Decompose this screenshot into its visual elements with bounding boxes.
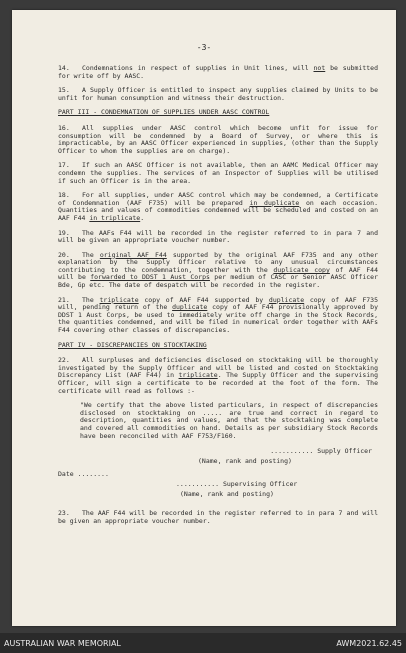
para-text: per medium of CASC or Senior AASC Officer Bde, Gp etc. The date of despatch will be recorded in the register. (58, 273, 378, 290)
footer-item-id: AWM2021.62.45 (336, 638, 402, 648)
para-text: The AAF F44 will be recorded in the register referred to in para 7 and will be given an appropriate voucher number. (58, 509, 378, 525)
para-text: The (82, 295, 100, 304)
heading-text: PART IV - DISCREPANCIES ON STOCKTAKING (58, 340, 207, 349)
para-underline: triplicate (99, 295, 139, 304)
para-text: A Supply Officer is entitled to inspect any supplies claimed by Units to be unfit for human consumption and witness their destruction. (58, 86, 378, 102)
paragraph-15 (58, 87, 378, 102)
para-number: 15. (58, 86, 70, 95)
supervising-officer-signature-line: ........... Supervising Officer (176, 479, 298, 488)
para-text: The AAFs F44 will be recorded in the register referred to in para 7 and will be given an appropriate voucher number. (58, 228, 378, 245)
para-text: All surpluses and deficiencies disclosed on stocktaking will be thoroughly investigated by the Supply Officer and will be listed and costed on Stocktaking Discrepancy List (AAF F44) in (58, 356, 378, 380)
archive-footer-bar (0, 633, 406, 653)
paragraph-20 (58, 252, 378, 290)
paragraph-16 (58, 125, 378, 155)
para-number: 23. (58, 509, 70, 518)
para-text: copy of AAF F44 supported by (138, 295, 269, 304)
para-number: 16. (58, 123, 70, 132)
part-iv-heading (58, 342, 378, 350)
para-underline: duplicate (268, 295, 305, 304)
paragraph-22 (58, 357, 378, 395)
paragraph-19 (58, 230, 378, 245)
footer-source: AUSTRALIAN WAR MEMORIAL (4, 638, 121, 648)
para-text: copy of AAF F735 will, pending return of the (58, 295, 379, 312)
paragraph-14 (58, 65, 378, 80)
para-underline: original AAF F44 (99, 250, 167, 259)
para-underline: triplicate (178, 371, 218, 380)
para-text: on each occasion. Quantities and values of commodities condemned will be scheduled and costed on an AAF F44 (58, 198, 378, 222)
supervising-officer-caption: (Name, rank and posting) (180, 489, 274, 498)
supply-officer-caption: (Name, rank and posting) (198, 456, 292, 465)
para-number: 21. (58, 295, 70, 304)
para-text: The (82, 250, 100, 259)
para-number: 22. (58, 356, 70, 365)
para-number: 14. (58, 64, 70, 72)
para-number: 17. (58, 161, 70, 170)
para-underline: in duplicate (249, 198, 300, 207)
part-iii-heading (58, 109, 378, 117)
para-text: of AAF F44 will be (58, 265, 378, 282)
para-text: be submitted for write off by AASC. (58, 64, 378, 80)
para-underline: forwarded to DDST 1 Aust Corps (90, 273, 210, 282)
para-text: . The Supply Officer and the supervising Officer, will sign a certificate to be recorded at the foot of the form. The certificate will read as follows :- (58, 371, 378, 395)
para-number: 19. (58, 228, 70, 237)
para-text: supported by the original AAF F735 and any other explanation by the Supply Officer relative to any unusual circumstances contributing to the condemnation, together with the (58, 250, 378, 274)
certificate-text: "We certify that the above listed particulars, in respect of discrepancies disclosed on stocktaking on ..... are true and correct in regard to description, quantities and values, and that the stocktaking was complete and covered all commodities on hand. Details as per subsidiary Stock Records have been reconciled with AAF F753/F160. (80, 401, 378, 440)
page-number: -3- (196, 43, 212, 52)
supply-officer-signature-line: ........... Supply Officer (270, 447, 372, 456)
heading-text: PART III - CONDEMNATION OF SUPPLIES UNDER AASC CONTROL (58, 108, 270, 117)
para-text: . (140, 213, 145, 222)
para-text: Condemnations in respect of supplies in Unit lines, will (82, 64, 314, 72)
date-label: Date ........ (58, 470, 109, 479)
para-underline: duplicate (172, 303, 208, 312)
para-underline: in triplicate (89, 213, 141, 222)
paragraph-23 (58, 510, 378, 525)
para-number: 20. (58, 250, 70, 259)
para-number: 18. (58, 191, 70, 200)
paragraph-18 (58, 192, 378, 222)
para-text: All supplies under AASC control which become unfit for issue for consumption will be condemned by a Board of Survey, or where this is impracticable, by an AASC Officer experienced in supplies, (other than the Supply Officer to whom the supplies are on charge). (58, 123, 378, 155)
para-text: For all supplies, under AASC control which may be condemned, a Certificate of Condemnation (AAF F735) will be prepared (58, 191, 378, 207)
para-underline: not (313, 64, 326, 72)
paragraph-17 (58, 162, 378, 185)
para-text: copy of AAF F44 provisionally approved by DDST 1 Aust Corps, be used to immediately write off charge in the Stock Records, the quantities condemned, and will be filed in numerical order together with AAFs F44 covering other classes of discrepancies. (58, 303, 378, 335)
para-text: If such an AASC Officer is not available, then an AAMC Medical Officer may condemn the supplies. The services of an Inspector of Supplies will be utilised if such an Officer is in the area. (58, 161, 378, 185)
paragraph-21 (58, 297, 378, 335)
para-underline: duplicate copy (273, 265, 330, 274)
document-page (12, 10, 396, 626)
date-line (58, 471, 378, 479)
document-body (58, 65, 378, 532)
